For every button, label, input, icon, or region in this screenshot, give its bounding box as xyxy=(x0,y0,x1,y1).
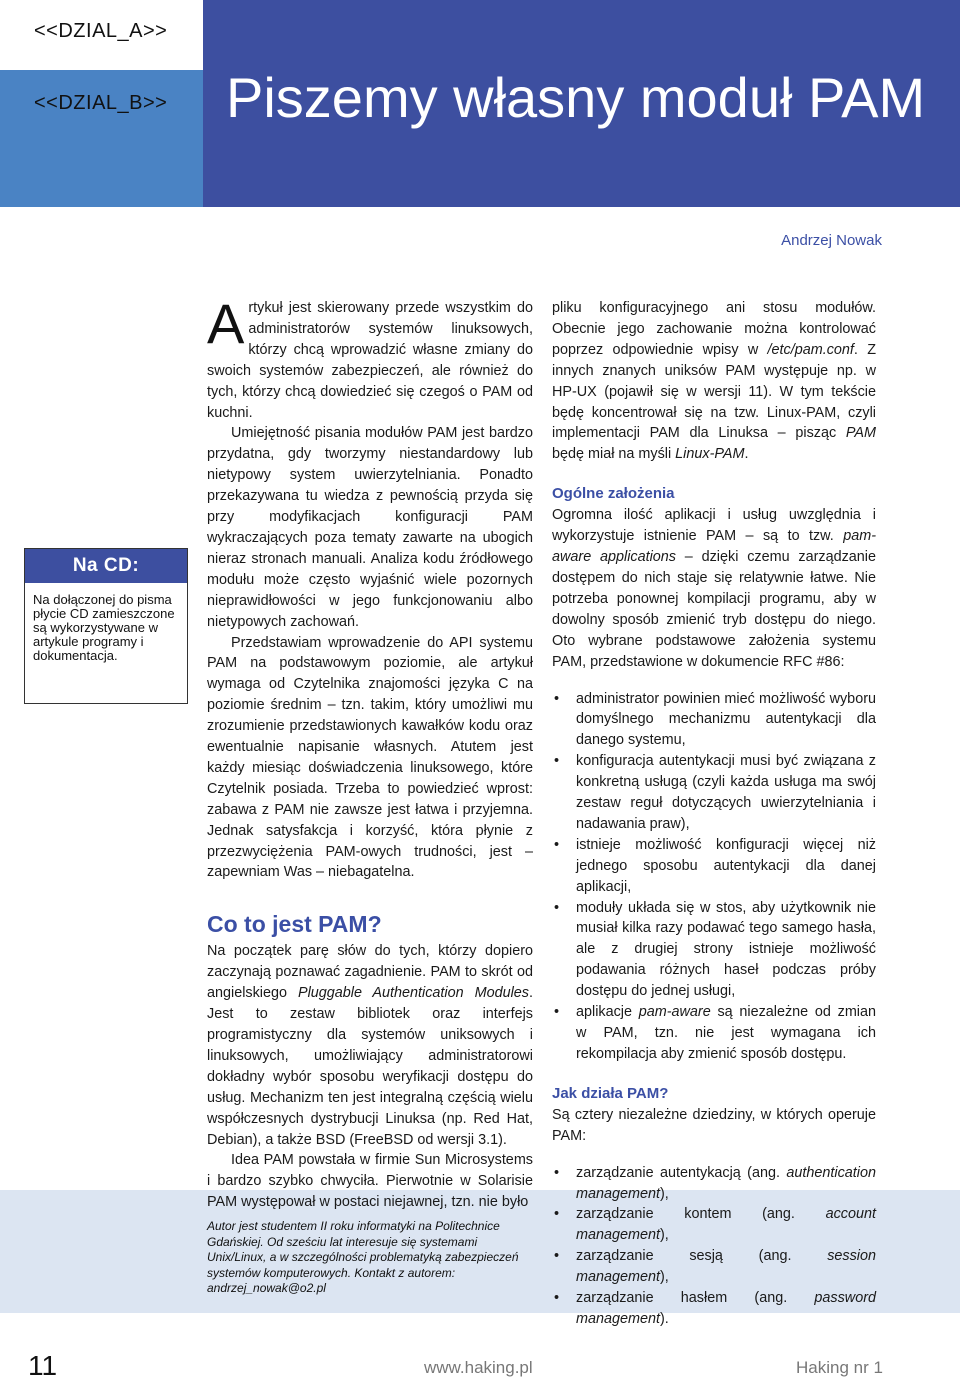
author-name: Andrzej Nowak xyxy=(781,232,882,249)
section-heading: Co to jest PAM? xyxy=(207,911,382,938)
cd-sidebar-box xyxy=(24,548,188,704)
emphasis: session management xyxy=(576,1248,876,1286)
list-item xyxy=(552,1288,876,1330)
list-item: • moduły układa się w stos, aby użytkownik nie musiał kilka razy podawać tego samego hasła, ale z drugiej strony istnieje możliwość podawania różnych haseł podczas próby dostępu do jednej usługi, xyxy=(552,898,876,1003)
text-run: ), xyxy=(660,1269,669,1286)
emphasis: /etc/pam.conf xyxy=(767,341,854,358)
text-run: będę miał na myśli xyxy=(552,446,676,463)
text-run: aplikacje xyxy=(576,1004,639,1021)
emphasis: PAM xyxy=(845,425,876,442)
paragraph: Przedstawiam wprowadzenie do API systemu PAM na podstawowym poziomie, ale artykuł wymaga od Czytelnika znajomości języka C na poziomie średnim – tzn. takim, który umożliwi mu zrozumienie przedstawionych kawałków kodu oraz ewentualnie napisanie własnych. Atutem jest każdy miesiąc doświadczenia linuksowego, które Czytelnik posiada. Trzeba to powiedzieć wprost: zabawa z PAM nie zawsze jest łatwa i przyjemna. Jednak satysfakcja i korzyść, która płynie z przezwyciężenia PAM-owych trudności, jest – zapewniam Was – niebagatelna. xyxy=(207,634,533,881)
text-run: są niezależne od zmian w PAM, tzn. nie jest wymagana ich rekompilacja aby zmienić sposób dostępu. xyxy=(576,1004,877,1062)
text-run: pliku konfiguracyjnego ani stosu modułów. Obecnie jego zachowanie można kontrolować poprzez odpowiednie wpisy w xyxy=(552,300,876,358)
paragraph: Idea PAM powstała w firmie Sun Microsystems i bardzo szybko chwyciła. Pierwotnie w Solarisie PAM występował w postaci niejawnej, tzn. nie było xyxy=(207,1152,533,1211)
list-item: • administrator powinien mieć możliwość wyboru domyślnego mechanizmu autentykacji dla danego systemu, xyxy=(552,689,876,752)
list-item xyxy=(552,1163,876,1205)
section-heading: Jak działa PAM? xyxy=(552,1084,669,1102)
paragraph: Umiejętność pisania modułów PAM jest bardzo przydatna, gdy tworzymy niestandardowy lub nietypowy system uwierzytelniania. Ponadto przekazywana tu wiedza z pewnością przyda się przy modyfikacjach konfiguracji PAM wykraczających poza tematy zawarte na ubogich nieraz stronach manuali. Analiza kodu źródłowego modułu może często wyjaśnić wiele pozornych nieprawidłowości w jego funkcjonowaniu albo nietypowych zachowań. xyxy=(207,425,533,630)
section-b-label: <<DZIAL_B>> xyxy=(34,92,168,114)
text-run: ), xyxy=(660,1227,669,1244)
emphasis: pam-aware applications xyxy=(552,528,876,566)
section-b-box xyxy=(0,70,203,207)
section-heading: Ogólne założenia xyxy=(552,485,675,503)
text-run: zarządzanie hasłem (ang. xyxy=(576,1290,815,1307)
list-item xyxy=(552,1246,876,1288)
paragraph xyxy=(207,941,533,1150)
domains-list xyxy=(552,1163,876,1330)
paragraph xyxy=(552,505,876,672)
intro-paragraph xyxy=(207,292,533,423)
text-run: – dzięki czemu zarządzanie dostępem do nich staje się relatywnie łatwe. Nie potrzeba ponownej kompilacji programu, aby w dowolny sposób zmienić tryb dostępu do niego. Oto wybrane podstawowe założenia systemu PAM, przedstawione w dokumencie RFC #86: xyxy=(552,549,876,670)
emphasis: authentication management xyxy=(576,1164,876,1202)
assumptions-list xyxy=(552,689,876,1065)
list-item: • konfiguracja autentykacji musi być związana z konkretną usługą (czyli każda usługa ma swój zestaw reguł dotyczących uwierzytelniania i nadawania praw), xyxy=(552,751,876,835)
text-run: ), xyxy=(660,1185,669,1202)
article-column-1 xyxy=(207,292,533,1213)
text-run: . xyxy=(744,446,749,463)
text-run: zarządzanie sesją (ang. xyxy=(576,1248,828,1265)
emphasis: password management xyxy=(576,1290,876,1327)
list-item xyxy=(552,1002,876,1065)
text-run: zarządzanie kontem (ang. xyxy=(576,1206,826,1223)
text-run: Ogromna ilość aplikacji i usług uwzględnia i wykorzystuje istnienie PAM – są to tzw. xyxy=(552,507,876,545)
text-run: ). xyxy=(660,1310,669,1327)
emphasis: account management xyxy=(576,1206,876,1244)
text-run: . Jest to zestaw bibliotek oraz interfejs programistyczny dla systemów uniksowych i linuksowych, umożliwiający administratorowi dokładny wybór sposobu weryfikacji dostępu do usług. Mechanizm ten jest integralną częścią wielu współczesnych dystrybucji Linuksa (np. Red Hat, Debian), a także BSD (FreeBSD od wersji 3.1). xyxy=(207,985,533,1148)
cd-text: Na dołączonej do pisma płycie CD zamieszczone są wykorzystywane w artykule programy i dokumentacja. xyxy=(33,592,175,663)
emphasis: pam-aware xyxy=(638,1004,711,1021)
list-item xyxy=(552,1204,876,1246)
emphasis: Pluggable Authentication Modules xyxy=(297,985,529,1002)
paragraph: Są cztery niezależne dziedziny, w których operuje PAM: xyxy=(552,1106,876,1144)
text-run: Na początek parę słów do tych, którzy dopiero zaczynają poznawać zagadnienie. PAM to skrót od angielskiego xyxy=(207,943,533,1002)
article-title: Piszemy własny moduł PAM xyxy=(226,66,926,129)
section-a-label: <<DZIAL_A>> xyxy=(34,20,168,42)
footer-url: www.haking.pl xyxy=(424,1358,533,1377)
footer-issue: Haking nr 1 xyxy=(796,1358,883,1377)
emphasis: Linux-PAM xyxy=(675,446,745,463)
footnote-strip-left xyxy=(0,1190,203,1313)
author-footnote: Autor jest studentem II roku informatyki na Politechnice Gdańskiej. Od sześciu lat interesuje się systemami Unix/Linux, a w szczególności problematyką zabezpieczeń systemów komputerowych. Kontakt z autorem: andrzej_nowak@o2.pl xyxy=(207,1219,519,1295)
list-item: • istnieje możliwość konfiguracji więcej niż jednego sposobu autentykacji dla danej aplikacji, xyxy=(552,835,876,898)
cd-heading: Na CD: xyxy=(25,549,187,583)
paragraph xyxy=(552,298,876,465)
text-run: zarządzanie autentykacją (ang. xyxy=(576,1164,787,1181)
page-number: 11 xyxy=(28,1350,58,1381)
drop-cap: A xyxy=(207,292,245,355)
article-column-2 xyxy=(552,298,876,1330)
intro-text: rtykuł jest skierowany przede wszystkim do administratorów systemów linuksowych, którzy chcą wprowadzić własne zmiany do swoich systemów zabezpieczeń, ale również do tych, którzy chcą dowiedzieć się czegoś o PAM od kuchni. xyxy=(207,300,533,421)
text-run: . Z innych znanych uniksów PAM występuje np. w HP-UX (pojawił się w wersji 11). W tym tekście będę koncentrował się na tzw. Linux-PAM, czyli implementacji PAM dla Linuksa – pisząc xyxy=(552,341,876,442)
